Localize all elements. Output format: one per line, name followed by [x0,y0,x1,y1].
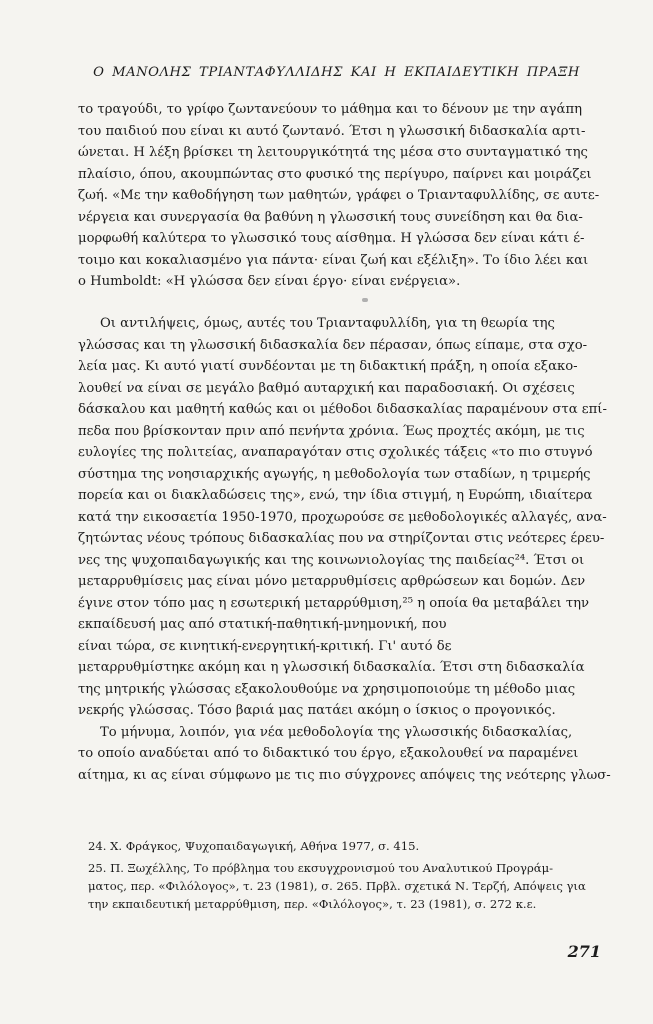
text-line: ζητώντας νέους τρόπους διδασκαλίας που να στηρίζονται στις νεότερες έρευ- [78,531,605,546]
footnote-line: 25. Π. Ξωχέλλης, Το πρόβλημα του εκσυγχρονισμού του Αναλυτικού Προγράμ- [88,861,554,875]
running-header: Ο ΜΑΝΟΛΗΣ ΤΡΙΑΝΤΑΦΥΛΛΙΔΗΣ ΚΑΙ Η ΕΚΠΑΙΔΕΥΤΙΚΗ ΠΡΑΞΗ [93,65,580,80]
paragraph-1 [78,99,610,293]
text-line: πορεία και οι διακλαδώσεις της», ενώ, την ίδια στιγμή, η Ευρώπη, ιδιαίτερα [78,488,593,503]
footnote-24 [88,837,612,855]
page-number: 271 [567,942,601,961]
text-line: ζωή. «Με την καθοδήγηση των μαθητών, γράφει ο Τριανταφυλλίδης, σε αυτε- [78,188,600,203]
text-line: μεταρρυθμίστηκε ακόμη και η γλωσσική διδασκαλία. Έτσι στη διδασκαλία [78,660,585,675]
text-line: νέργεια και συνεργασία θα βαθύνη η γλωσσική τους συνείδηση και θα δια- [78,209,583,225]
text-line: ο Humboldt: «Η γλώσσα δεν είναι έργο· είναι ενέργεια». [78,274,461,289]
text-line: σύστημα της νοησιαρχικής αγωγής, η μεθοδολογία των σταδίων, η τριμερής [78,466,591,482]
paragraph-2 [78,313,610,786]
footnote-line: την εκπαιδευτική μεταρρύθμιση, περ. «Φιλόλογος», τ. 23 (1981), σ. 272 κ.ε. [88,897,537,911]
text-line: μορφωθή καλύτερα το γλωσσικό τους αίσθημα. Η γλώσσα δεν είναι κάτι έ- [78,231,585,246]
text-line: το τραγούδι, το γρίφο ζωντανεύουν το μάθημα και το δένουν με την αγάπη [78,102,583,117]
text-line: το οποίο αναδύεται από το διδακτικό του έργο, εξακολουθεί να παραμένει [78,746,579,761]
footnote-line: ματος, περ. «Φιλόλογος», τ. 23 (1981), σ. 265. Πρβλ. σχετικά Ν. Τερζή, Απόψεις για [88,879,586,893]
text-line: πεδα που βρίσκονταν πριν από πενήντα χρόνια. Έως προχτές ακόμη, με τις [78,423,585,439]
text-line: είναι τώρα, σε κινητική-ενεργητική-κριτική. Γι' αυτό δε [78,638,452,654]
footnote-25 [88,859,612,913]
text-line: αίτημα, κι ας είναι σύμφωνο με τις πιο σύγχρονες απόψεις της νεότερης γλωσ- [78,767,611,783]
text-line: γλώσσας και τη γλωσσική διδασκαλία δεν πέρασαν, όπως είπαμε, στα σχο- [78,337,588,353]
text-line: έγινε στον τόπο μας η εσωτερική μεταρρύθμιση,²⁵ η οποία θα μεταβάλει την [78,595,590,611]
text-line: ευλογίες της πολιτείας, αναπαραγόταν στις σχολικές τάξεις «το πιο στυγνό [78,445,593,460]
text-line: Οι αντιλήψεις, όμως, αυτές του Τριανταφυλλίδη, για τη θεωρία της [100,316,555,331]
text-line: τοιμο και κοκαλιασμένο για πάντα· είναι ζωή και εξέλιξη». Το ίδιο λέει και [78,252,589,268]
text-line: ώνεται. Η λέξη βρίσκει τη λειτουργικότητά της μέσα στο συνταγματικό της [78,145,588,160]
text-line: πλαίσιο, όπου, ακουμπώντας στο φυσικό της περίγυρο, παίρνει και μοιράζει [78,166,592,182]
text-line: του παιδιού που είναι κι αυτό ζωντανό. Έτσι η γλωσσική διδασκαλία αρτι- [78,123,586,139]
text-line: εκπαίδευσή μας από στατική-παθητική-μνημονική, που [78,617,447,632]
ink-mark [362,298,368,302]
text-line: Το μήνυμα, λοιπόν, για νέα μεθοδολογία της γλωσσικής διδασκαλίας, [100,724,573,740]
text-line: δάσκαλου και μαθητή καθώς και οι μέθοδοι διδασκαλίας παραμένουν στα επί- [78,402,607,417]
text-line: κατά την εικοσαετία 1950-1970, προχωρούσε σε μεθοδολογικές αλλαγές, ανα- [78,509,607,525]
text-line: μεταρρυθμίσεις μας είναι μόνο μεταρρυθμίσεις αρθρώσεων και δομών. Δεν [78,574,586,589]
text-line: λεία μας. Κι αυτό γιατί συνδέονται με τη διδακτική πράξη, η οποία εξακο- [78,359,578,374]
text-line: λουθεί να είναι σε μεγάλο βαθμό αυταρχική και παραδοσιακή. Οι σχέσεις [78,380,575,396]
text-line: νες της ψυχοπαιδαγωγικής και της κοινωνιολογίας της παιδείας²⁴. Έτσι οι [78,552,585,568]
text-line: νεκρής γλώσσας. Τόσο βαριά μας πατάει ακόμη ο ίσκιος ο προγονικός. [78,703,556,718]
text-line: της μητρικής γλώσσας εξακολουθούμε να χρησιμοποιούμε τη μέθοδο μιας [78,681,576,697]
footnote-line: 24. Χ. Φράγκος, Ψυχοπαιδαγωγική, Αθήνα 1977, σ. 415. [88,839,420,853]
